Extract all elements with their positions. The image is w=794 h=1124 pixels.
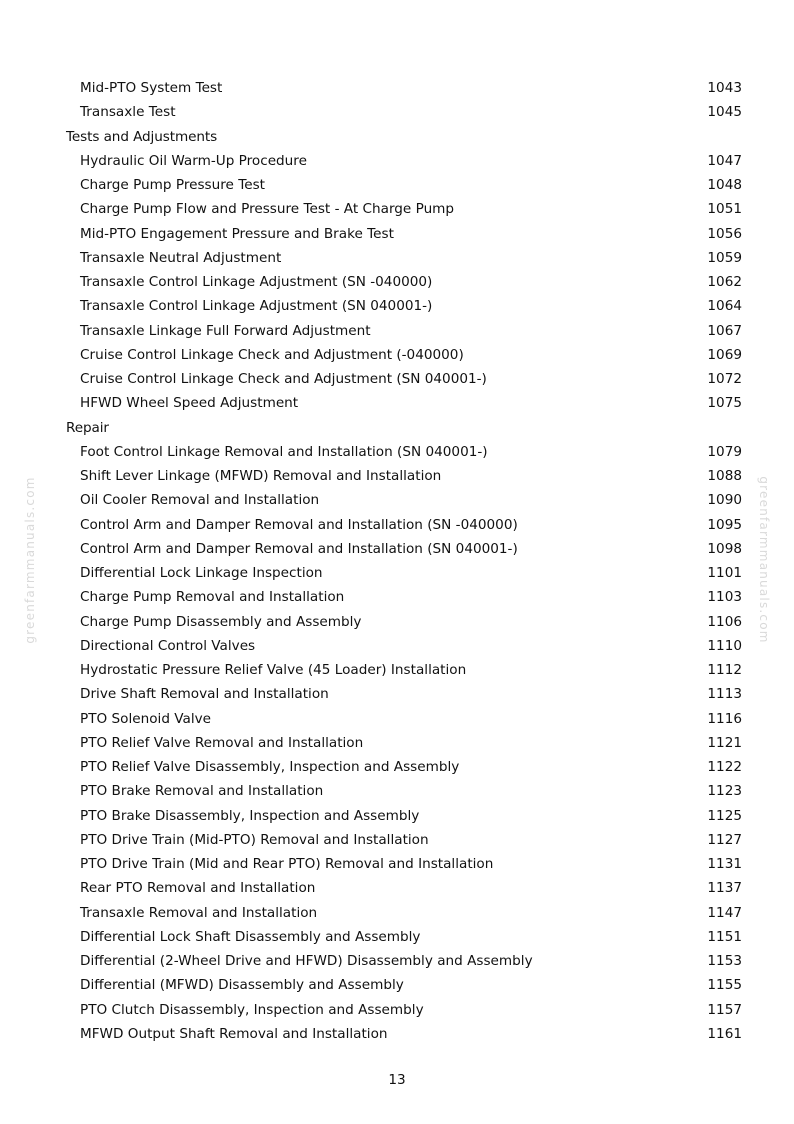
entry-title: PTO Clutch Disassembly, Inspection and Assembly	[80, 1001, 424, 1018]
toc-entry	[0, 173, 794, 197]
toc-entry	[0, 100, 794, 124]
toc-entry	[0, 391, 794, 415]
toc-entry	[0, 76, 794, 100]
entry-title: Transaxle Control Linkage Adjustment (SN -040000)	[80, 274, 433, 290]
entry-title: PTO Solenoid Valve	[80, 710, 212, 727]
entry-page-number: 1088	[707, 468, 742, 484]
entry-title: PTO Relief Valve Disassembly, Inspection and Assembly	[80, 759, 460, 775]
entry-title: Charge Pump Pressure Test	[80, 177, 266, 193]
toc-entry	[0, 246, 794, 270]
entry-page-number: 1095	[707, 516, 742, 533]
toc-entry	[0, 561, 794, 585]
toc-entry	[0, 440, 794, 464]
table-of-contents	[0, 76, 794, 1046]
entry-page-number: 1125	[707, 807, 742, 824]
watermark-left: greenfarmmanuals.com	[23, 476, 37, 644]
entry-page-number: 1131	[707, 856, 742, 872]
entry-page-number: 1067	[707, 322, 742, 339]
entry-page-number: 1064	[707, 298, 742, 315]
entry-page-number: 1113	[707, 686, 742, 703]
entry-page-number: 1112	[707, 662, 742, 678]
toc-entry	[0, 585, 794, 609]
entry-page-number: 1075	[707, 395, 742, 412]
entry-page-number: 1106	[707, 613, 742, 630]
entry-title: Oil Cooler Removal and Installation	[80, 492, 320, 509]
entry-page-number: 1157	[707, 1001, 742, 1018]
entry-title: HFWD Wheel Speed Adjustment	[80, 395, 299, 412]
toc-entry	[0, 537, 794, 561]
entry-page-number: 1110	[707, 637, 742, 654]
entry-page-number: 1059	[707, 249, 742, 266]
entry-title: Foot Control Linkage Removal and Installation (SN 040001-)	[80, 443, 488, 460]
toc-entry	[0, 998, 794, 1022]
section-title: Repair	[66, 419, 109, 436]
toc-entry	[0, 658, 794, 682]
entry-page-number: 1051	[707, 201, 742, 218]
toc-entry	[0, 222, 794, 246]
toc-entry	[0, 197, 794, 221]
toc-entry	[0, 973, 794, 997]
toc-entry	[0, 804, 794, 828]
entry-title: PTO Relief Valve Removal and Installation	[80, 734, 364, 751]
entry-page-number: 1153	[707, 953, 742, 969]
entry-title: Cruise Control Linkage Check and Adjustment (SN 040001-)	[80, 371, 487, 387]
entry-title: Differential (MFWD) Disassembly and Assembly	[80, 977, 404, 994]
entry-title: Differential Lock Linkage Inspection	[80, 565, 323, 581]
toc-entry	[0, 610, 794, 634]
toc-entry	[0, 367, 794, 391]
entry-title: PTO Drive Train (Mid and Rear PTO) Removal and Installation	[80, 856, 494, 872]
toc-entry	[0, 270, 794, 294]
section-title: Tests and Adjustments	[66, 128, 218, 145]
entry-title: Rear PTO Removal and Installation	[80, 880, 316, 897]
entry-page-number: 1069	[707, 346, 742, 363]
toc-entry	[0, 949, 794, 973]
entry-title: PTO Brake Disassembly, Inspection and Assembly	[80, 807, 420, 824]
toc-entry	[0, 925, 794, 949]
entry-page-number: 1147	[707, 904, 742, 921]
entry-page-number: 1079	[707, 443, 742, 460]
entry-title: Mid-PTO System Test	[80, 80, 223, 96]
entry-page-number: 1151	[707, 928, 742, 945]
entry-page-number: 1101	[707, 565, 742, 581]
entry-page-number: 1062	[707, 274, 742, 290]
entry-title: Charge Pump Disassembly and Assembly	[80, 613, 362, 630]
toc-entry	[0, 682, 794, 706]
entry-title: Differential (2-Wheel Drive and HFWD) Disassembly and Assembly	[80, 953, 533, 969]
entry-page-number: 1045	[707, 104, 742, 121]
entry-page-number: 1103	[707, 589, 742, 606]
entry-title: Transaxle Removal and Installation	[80, 904, 318, 921]
entry-page-number: 1123	[707, 783, 742, 800]
entry-page-number: 1048	[707, 177, 742, 193]
entry-title: Transaxle Linkage Full Forward Adjustment	[80, 322, 371, 339]
entry-page-number: 1137	[707, 880, 742, 897]
entry-page-number: 1072	[707, 371, 742, 387]
toc-entry	[0, 755, 794, 779]
entry-title: Directional Control Valves	[80, 637, 256, 654]
entry-title: PTO Brake Removal and Installation	[80, 783, 324, 800]
entry-title: Mid-PTO Engagement Pressure and Brake Test	[80, 225, 394, 242]
entry-title: Transaxle Control Linkage Adjustment (SN 040001-)	[80, 298, 433, 315]
entry-title: Charge Pump Flow and Pressure Test - At Charge Pump	[80, 201, 455, 218]
entry-page-number: 1121	[707, 734, 742, 751]
entry-page-number: 1047	[707, 152, 742, 169]
entry-title: Control Arm and Damper Removal and Installation (SN 040001-)	[80, 540, 518, 557]
toc-entry	[0, 901, 794, 925]
entry-page-number: 1155	[707, 977, 742, 994]
entry-page-number: 1090	[707, 492, 742, 509]
toc-entry	[0, 343, 794, 367]
toc-section-heading	[0, 125, 794, 149]
entry-page-number: 1122	[707, 759, 742, 775]
toc-entry	[0, 488, 794, 512]
entry-page-number: 1098	[707, 540, 742, 557]
toc-entry	[0, 464, 794, 488]
entry-title: PTO Drive Train (Mid-PTO) Removal and Installation	[80, 831, 429, 848]
entry-title: MFWD Output Shaft Removal and Installation	[80, 1025, 388, 1042]
entry-title: Cruise Control Linkage Check and Adjustment (-040000)	[80, 346, 464, 363]
entry-title: Transaxle Test	[80, 104, 176, 121]
entry-title: Shift Lever Linkage (MFWD) Removal and Installation	[80, 468, 442, 484]
toc-entry	[0, 828, 794, 852]
entry-title: Drive Shaft Removal and Installation	[80, 686, 329, 703]
entry-title: Transaxle Neutral Adjustment	[80, 249, 282, 266]
entry-title: Charge Pump Removal and Installation	[80, 589, 345, 606]
entry-page-number: 1056	[707, 225, 742, 242]
toc-entry	[0, 876, 794, 900]
toc-section-heading	[0, 416, 794, 440]
toc-entry	[0, 149, 794, 173]
entry-page-number: 1127	[707, 831, 742, 848]
toc-entry	[0, 319, 794, 343]
toc-entry	[0, 852, 794, 876]
entry-title: Control Arm and Damper Removal and Installation (SN -040000)	[80, 516, 518, 533]
entry-title: Hydrostatic Pressure Relief Valve (45 Loader) Installation	[80, 662, 467, 678]
toc-entry	[0, 707, 794, 731]
page-number: 13	[388, 1072, 406, 1088]
entry-page-number: 1043	[707, 80, 742, 96]
entry-page-number: 1161	[707, 1025, 742, 1042]
toc-entry	[0, 731, 794, 755]
toc-entry	[0, 634, 794, 658]
watermark-right: greenfarmmanuals.com	[757, 476, 771, 644]
entry-title: Hydraulic Oil Warm-Up Procedure	[80, 152, 307, 169]
toc-entry	[0, 779, 794, 803]
entry-title: Differential Lock Shaft Disassembly and Assembly	[80, 928, 421, 945]
toc-entry	[0, 294, 794, 318]
toc-entry	[0, 513, 794, 537]
toc-entry	[0, 1022, 794, 1046]
entry-page-number: 1116	[707, 710, 742, 727]
